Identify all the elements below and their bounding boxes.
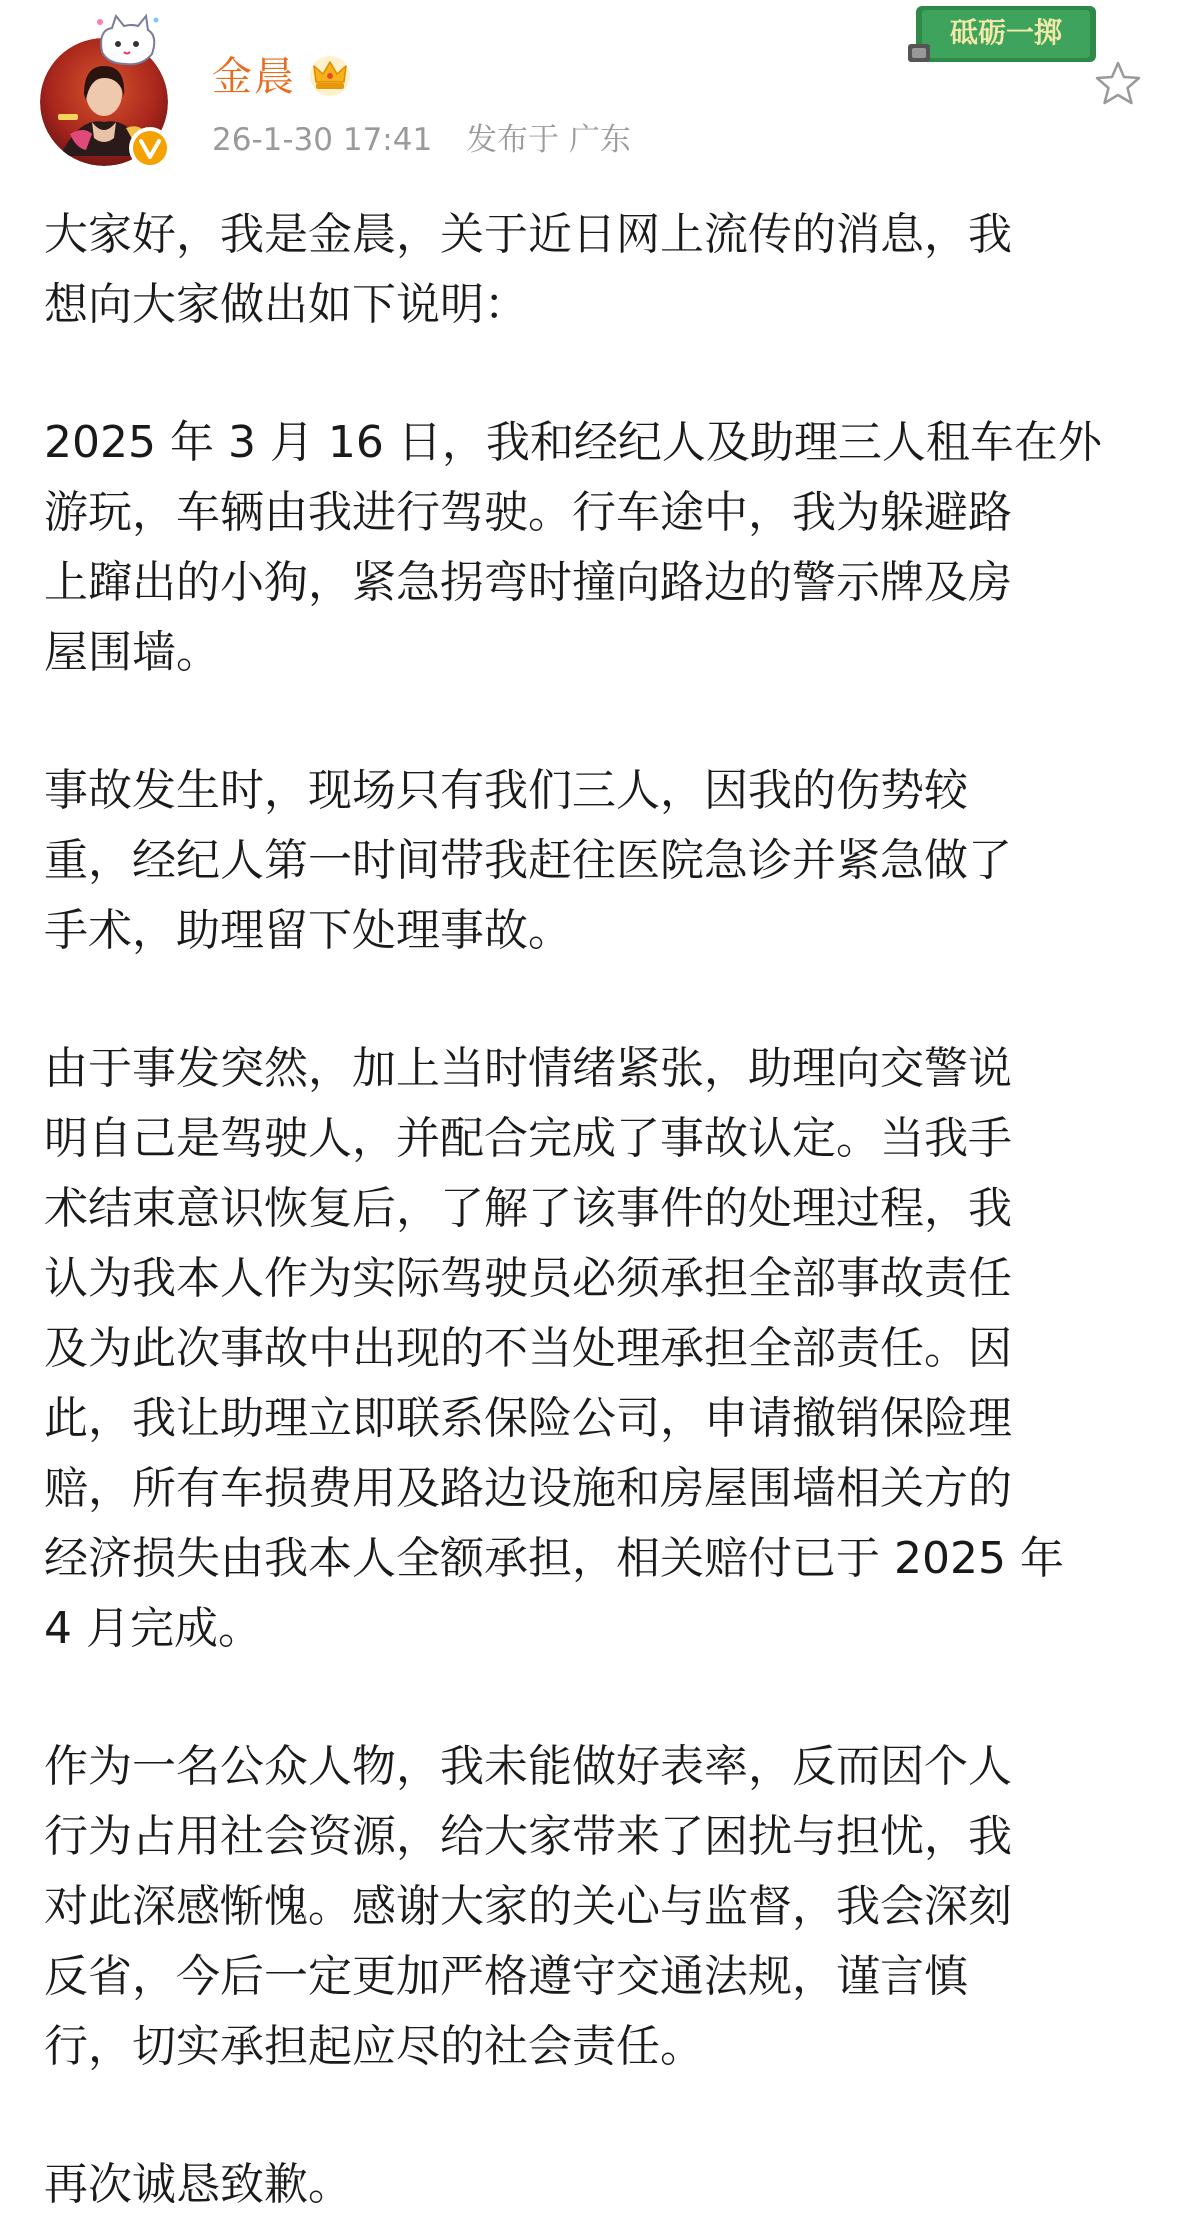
post-time: 26-1-30 17:41 — [212, 122, 433, 158]
post-paragraph-4: 由于事发突然，加上当时情绪紧张，助理向交警说 明自己是驾驶人，并配合完成了事故认定。当我手 术结束意识恢复后，了解了该事件的处理过程，我 认为我本人作为实际驾驶员必须承担全部事故责任 及为此次事故中出现的不当处理承担全部责任。因 此，我让助理立即联系保险公司，申请撤销保险理 赔，所有车损费用及路边设施和房屋围墙相关方的 经济损失由我本人全额承担，相关赔付已于 2025 年 4 月完成。 — [44, 1043, 1064, 1654]
fan-badge[interactable] — [908, 0, 1104, 70]
post-body — [44, 200, 1136, 2220]
post-paragraph-1: 大家好，我是金晨，关于近日网上流传的消息，我 想向大家做出如下说明： — [44, 209, 1012, 330]
star-outline-icon[interactable] — [1092, 58, 1144, 110]
avatar-wrap[interactable] — [40, 38, 172, 170]
fan-badge-text: 砥砺一掷 — [949, 16, 1063, 49]
post-location: 发布于 广东 — [466, 122, 631, 158]
post-meta — [212, 118, 631, 162]
user-name[interactable]: 金晨 — [212, 54, 296, 100]
crown-icon[interactable] — [307, 54, 353, 98]
post-paragraph-3: 事故发生时，现场只有我们三人，因我的伤势较 重，经纪人第一时间带我赶往医院急诊并紧急做了 手术，助理留下处理事故。 — [44, 765, 1012, 956]
cat-avatar-frame-icon — [92, 12, 162, 70]
post-paragraph-5: 作为一名公众人物，我未能做好表率，反而因个人 行为占用社会资源，给大家带来了困扰与担忧，我 对此深感惭愧。感谢大家的关心与监督，我会深刻 反省，今后一定更加严格遵守交通法规，谨言慎 行，切实承担起应尽的社会责任。 — [44, 1741, 1012, 2072]
post-paragraph-2: 2025 年 3 月 16 日，我和经纪人及助理三人租车在外 游玩，车辆由我进行驾驶。行车途中，我为躲避路 上蹿出的小狗，紧急拐弯时撞向路边的警示牌及房 屋围墙。 — [44, 417, 1102, 678]
verified-badge-icon — [128, 126, 172, 170]
post-header — [0, 0, 1179, 175]
post-paragraph-6: 再次诚恳致歉。 — [44, 2159, 352, 2210]
